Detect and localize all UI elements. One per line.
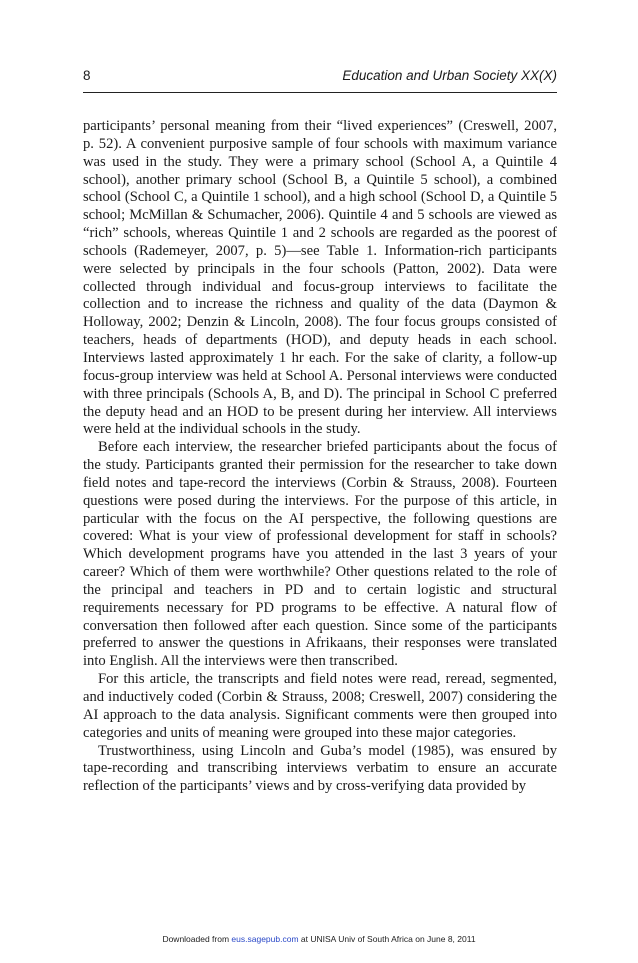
running-head: Education and Urban Society XX(X) bbox=[342, 68, 557, 83]
footer-suffix: at UNISA Univ of South Africa on June 8, 2011 bbox=[298, 934, 476, 944]
article-body bbox=[83, 118, 557, 796]
download-footer bbox=[0, 934, 638, 944]
paragraph-2: Before each interview, the researcher briefed participants about the focus of the study. Participants granted their permission for the researcher to take down field notes and tape-record the interviews (Corbin & Strauss, 2008). Fourteen questions were posed during the interviews. For the purpose of this article, in particular with the focus on the AI perspective, the following questions are covered: What is your view of professional development for staff in schools? Which development programs have you attended in the last 3 years of your career? Which of them were worthwhile? Other questions related to the role of the principal and teachers in PD and to certain logistic and structural requirements necessary for PD programs to be effective. A natural flow of conversation then followed after each question. Since some of the participants preferred to answer the questions in Afrikaans, their responses were translated into English. All the interviews were then transcribed. bbox=[83, 439, 557, 670]
header-rule bbox=[83, 92, 557, 93]
footer-prefix: Downloaded from bbox=[162, 934, 232, 944]
page-header bbox=[83, 68, 557, 88]
page-number: 8 bbox=[83, 68, 91, 83]
paragraph-1: participants’ personal meaning from their “lived experiences” (Creswell, 2007, p. 52). A convenient purposive sample of four schools with maximum variance was used in the study. They were a primary school (School A, a Quintile 4 school), another primary school (School B, a Quintile 5 school), a combined school (School C, a Quintile 1 school), and a high school (School D, a Quintile 5 school; McMillan & Schumacher, 2006). Quintile 4 and 5 schools are viewed as “rich” schools, whereas Quintile 1 and 2 schools are regarded as the poorest of schools (Rademeyer, 2007, p. 5)—see Table 1. Information-rich participants were selected by principals in the four schools (Patton, 2002). Data were collected through individual and focus-group interviews to facilitate the collection and to increase the richness and quality of the data (Daymon & Holloway, 2002; Denzin & Lincoln, 2008). The four focus groups consisted of teachers, heads of departments (HOD), and deputy heads in each school. Interviews lasted approximately 1 hr each. For the sake of clarity, a follow-up focus-group interview was held at School A. Personal interviews were conducted with three principals (Schools A, B, and D). The principal in School C preferred the deputy head and an HOD to be present during her interview. All interviews were held at the individual schools in the study. bbox=[83, 118, 557, 438]
footer-link[interactable]: eus.sagepub.com bbox=[231, 934, 299, 944]
paragraph-3: For this article, the transcripts and field notes were read, reread, segmented, and inductively coded (Corbin & Strauss, 2008; Creswell, 2007) considering the AI approach to the data analysis. Significant comments were then grouped into categories and units of meaning were grouped into these major categories. bbox=[83, 671, 557, 741]
paragraph-4: Trustworthiness, using Lincoln and Guba’s model (1985), was ensured by tape-recording and transcribing interviews verbatim to ensure an accurate reflection of the participants’ views and by cross-verifying data provided by bbox=[83, 742, 557, 795]
